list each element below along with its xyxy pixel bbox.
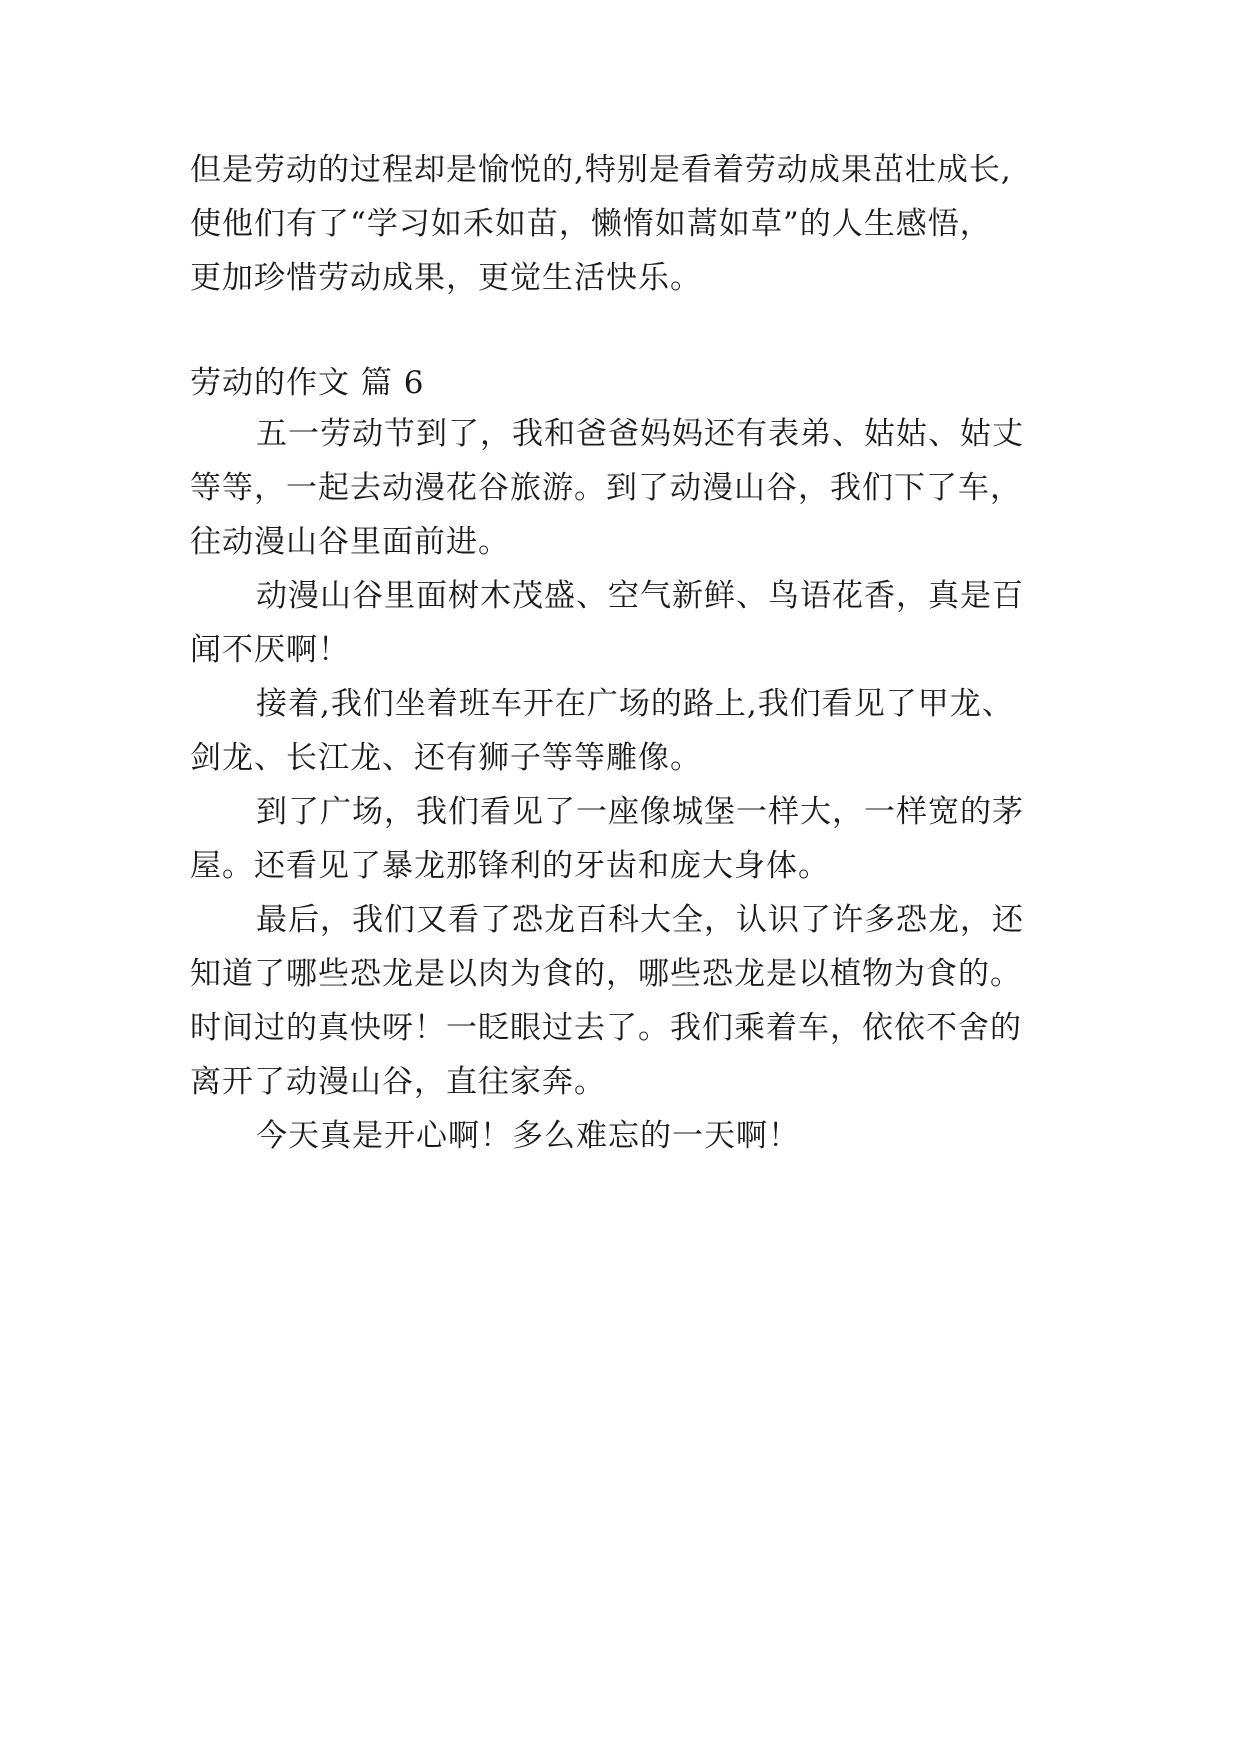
text-line: 五一劳动节到了，我和爸爸妈妈还有表弟、姑姑、姑丈 xyxy=(256,416,1024,452)
section-heading: 劳动的作文 篇 6 xyxy=(190,365,425,401)
text-line: 接着,我们坐着班车开在广场的路上,我们看见了甲龙、 xyxy=(256,686,1014,722)
text-line: 离开了动漫山谷，直往家奔。 xyxy=(190,1064,606,1100)
text-line: 闻不厌啊！ xyxy=(190,632,350,668)
text-line: 等等，一起去动漫花谷旅游。到了动漫山谷，我们下了车， xyxy=(190,470,1022,506)
text-line: 今天真是开心啊！多么难忘的一天啊！ xyxy=(256,1118,800,1154)
text-line: 最后，我们又看了恐龙百科大全，认识了许多恐龙，还 xyxy=(256,902,1024,938)
text-line: 使他们有了“学习如禾如苗，懒惰如蒿如草”的人生感悟， xyxy=(190,206,992,242)
text-line: 屋。还看见了暴龙那锋利的牙齿和庞大身体。 xyxy=(190,848,830,884)
text-line: 但是劳动的过程却是愉悦的,特别是看着劳动成果茁壮成长, xyxy=(190,152,1012,188)
text-line: 动漫山谷里面树木茂盛、空气新鲜、鸟语花香，真是百 xyxy=(256,578,1024,614)
text-line: 到了广场，我们看见了一座像城堡一样大，一样宽的茅 xyxy=(256,794,1024,830)
text-line: 知道了哪些恐龙是以肉为食的，哪些恐龙是以植物为食的。 xyxy=(190,956,1022,992)
text-line: 剑龙、长江龙、还有狮子等等雕像。 xyxy=(190,740,702,776)
text-line: 更加珍惜劳动成果，更觉生活快乐。 xyxy=(190,260,702,296)
text-line: 往动漫山谷里面前进。 xyxy=(190,524,510,560)
text-line: 时间过的真快呀！一眨眼过去了。我们乘着车，依依不舍的 xyxy=(190,1010,1022,1046)
